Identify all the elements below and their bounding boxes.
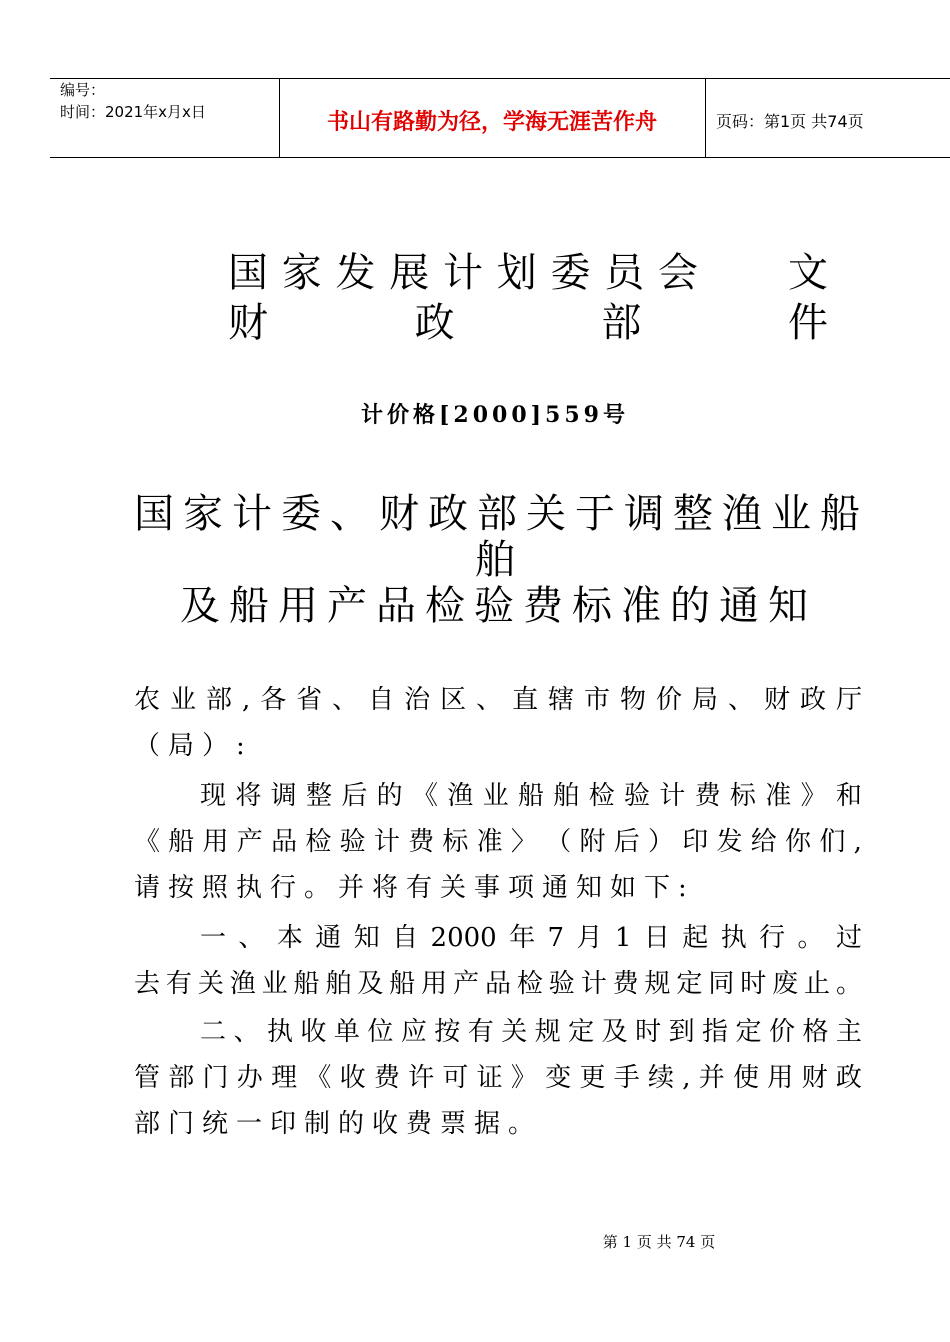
- text-glyph: 办: [236, 1063, 263, 1093]
- text-glyph: 的: [376, 781, 403, 811]
- text-glyph: 后: [341, 781, 368, 811]
- text-glyph: 过: [835, 923, 862, 953]
- text-glyph: 收: [300, 1017, 327, 1047]
- text-glyph: 执: [266, 1017, 293, 1047]
- text-glyph: 自: [392, 923, 419, 953]
- text-glyph: 给: [750, 827, 777, 857]
- text-glyph: 格: [802, 1017, 829, 1047]
- text-glyph: 舶: [325, 969, 352, 999]
- text-glyph: 检: [588, 781, 615, 811]
- text-glyph: 检: [305, 827, 332, 857]
- text-glyph: 7: [547, 923, 565, 953]
- text-glyph: 》: [800, 781, 827, 811]
- text-glyph: 自: [368, 685, 395, 715]
- text-glyph: 行: [759, 923, 786, 953]
- text-glyph: 验: [548, 969, 575, 999]
- text-glyph: 管: [134, 1063, 161, 1093]
- text-glyph: 计: [443, 250, 483, 296]
- text-glyph: 位: [367, 1017, 394, 1047]
- text-glyph: 计: [373, 827, 400, 857]
- text-glyph: 委: [550, 250, 591, 296]
- page-info: 页码：第1页 共74页: [716, 112, 864, 131]
- text-glyph: 政: [414, 300, 455, 346]
- text-glyph: 定: [568, 1017, 595, 1047]
- text-glyph: 你: [785, 827, 812, 857]
- text-glyph: 船: [389, 969, 416, 999]
- text-glyph: 附: [579, 827, 606, 857]
- text-glyph: 价: [656, 685, 683, 715]
- text-glyph: 物: [620, 685, 647, 715]
- text-glyph: 并: [698, 1063, 725, 1093]
- item-2-line-1: [200, 1012, 862, 1052]
- document-number: 计价格[2000]559号: [361, 402, 629, 428]
- item-2-line-3: 部门统一印制的收费票据。: [134, 1109, 543, 1139]
- text-glyph: 更: [579, 1063, 606, 1093]
- text-glyph: 区: [440, 685, 467, 715]
- issuer-doc-char: 文: [788, 250, 828, 296]
- paragraph-1-line-3: 请按照执行。并将有关事项通知如下:: [134, 873, 695, 903]
- text-glyph: 、: [332, 685, 359, 715]
- text-glyph: 件: [787, 300, 828, 346]
- text-glyph: 渔: [447, 781, 474, 811]
- text-glyph: 市: [584, 685, 611, 715]
- text-glyph: 治: [404, 685, 431, 715]
- text-glyph: 部: [205, 685, 232, 715]
- text-glyph: 理: [271, 1063, 298, 1093]
- text-glyph: 印: [682, 827, 709, 857]
- motto: 书山有路勤为径，学海无涯苦作舟: [326, 109, 657, 135]
- text-glyph: 部: [168, 1063, 195, 1093]
- text-glyph: 及: [601, 1017, 628, 1047]
- text-glyph: 本: [276, 923, 303, 953]
- text-glyph: 用: [421, 969, 448, 999]
- text-glyph: 政: [799, 685, 826, 715]
- text-glyph: 、: [727, 685, 754, 715]
- text-glyph: 局: [692, 685, 719, 715]
- text-glyph: 农: [134, 685, 161, 715]
- text-glyph: 价: [768, 1017, 795, 1047]
- text-glyph: 时: [635, 1017, 662, 1047]
- item-1-line-2: [134, 964, 862, 1004]
- text-glyph: 将: [235, 781, 262, 811]
- paragraph-1-line-2: [134, 822, 862, 862]
- text-glyph: 验: [623, 781, 650, 811]
- text-glyph: 用: [202, 827, 229, 857]
- text-glyph: 和: [835, 781, 862, 811]
- text-glyph: 业: [169, 685, 196, 715]
- text-glyph: 续: [647, 1063, 674, 1093]
- salutation-line-2: （局）:: [134, 731, 253, 761]
- text-glyph: 整: [305, 781, 332, 811]
- text-glyph: 计: [580, 969, 607, 999]
- text-glyph: 渔: [229, 969, 256, 999]
- text-glyph: 时: [740, 969, 767, 999]
- title-line-3: 及船用产品检验费标准的通知: [180, 583, 817, 629]
- text-glyph: 产: [453, 969, 480, 999]
- text-glyph: ,: [853, 827, 862, 857]
- text-glyph: 去: [134, 969, 161, 999]
- text-glyph: ）: [647, 827, 674, 857]
- text-glyph: 厅: [835, 685, 862, 715]
- text-glyph: 后: [613, 827, 640, 857]
- title-line-2: 舶: [475, 537, 524, 583]
- text-glyph: 发: [335, 250, 376, 296]
- text-glyph: 止: [804, 969, 831, 999]
- text-glyph: 》: [510, 1063, 537, 1093]
- item-2-line-2: [134, 1058, 862, 1098]
- text-glyph: 、: [476, 685, 503, 715]
- text-glyph: 费: [408, 827, 435, 857]
- text-glyph: 准: [476, 827, 503, 857]
- header-table: [50, 78, 950, 158]
- text-glyph: 废: [772, 969, 799, 999]
- text-glyph: 定: [735, 1017, 762, 1047]
- header-left-cell: [50, 79, 280, 157]
- text-glyph: 2000: [430, 923, 497, 953]
- text-glyph: 知: [353, 923, 380, 953]
- text-glyph: 有: [165, 969, 192, 999]
- text-glyph: 发: [716, 827, 743, 857]
- text-glyph: 〉: [510, 827, 537, 857]
- text-glyph: 员: [604, 250, 645, 296]
- text-glyph: 舶: [553, 781, 580, 811]
- text-glyph: 业: [482, 781, 509, 811]
- text-glyph: 规: [534, 1017, 561, 1047]
- text-glyph: 门: [202, 1063, 229, 1093]
- text-glyph: ,: [241, 685, 251, 715]
- text-glyph: 用: [767, 1063, 794, 1093]
- text-glyph: 国: [228, 250, 268, 296]
- text-glyph: 财: [763, 685, 790, 715]
- text-glyph: 家: [281, 250, 322, 296]
- header-middle-cell: [279, 79, 706, 157]
- text-glyph: 日: [643, 923, 670, 953]
- text-glyph: ,: [682, 1063, 691, 1093]
- text-glyph: 有: [467, 1017, 494, 1047]
- text-glyph: 按: [434, 1017, 461, 1047]
- text-glyph: 及: [357, 969, 384, 999]
- text-glyph: 指: [702, 1017, 729, 1047]
- text-glyph: 船: [168, 827, 195, 857]
- text-glyph: 《: [305, 1063, 332, 1093]
- text-glyph: 许: [408, 1063, 435, 1093]
- text-glyph: 船: [517, 781, 544, 811]
- text-glyph: 1: [614, 923, 632, 953]
- text-glyph: 展: [389, 250, 430, 296]
- text-glyph: 定: [676, 969, 703, 999]
- text-glyph: 年: [509, 923, 536, 953]
- text-glyph: 船: [293, 969, 320, 999]
- text-glyph: 主: [835, 1017, 862, 1047]
- text-glyph: 们: [819, 827, 846, 857]
- text-glyph: 部: [601, 300, 642, 346]
- text-glyph: 手: [613, 1063, 640, 1093]
- text-glyph: 月: [576, 923, 603, 953]
- text-glyph: 通: [315, 923, 342, 953]
- text-glyph: 政: [835, 1063, 862, 1093]
- text-glyph: 、: [238, 923, 265, 953]
- text-glyph: 业: [261, 969, 288, 999]
- text-glyph: 《: [411, 781, 438, 811]
- serial-label: 编号：: [60, 81, 106, 99]
- text-glyph: 现: [200, 781, 227, 811]
- text-glyph: 、: [233, 1017, 260, 1047]
- text-glyph: 二: [200, 1017, 227, 1047]
- text-glyph: 《: [134, 827, 161, 857]
- issuer-line-1: [228, 248, 828, 298]
- text-glyph: 一: [200, 923, 227, 953]
- text-glyph: 使: [733, 1063, 760, 1093]
- text-glyph: 执: [720, 923, 747, 953]
- title-line-1: 国家计委、财政部关于调整渔业船: [134, 491, 869, 537]
- time-label: 时间：2021年x月x日: [60, 103, 206, 121]
- text-glyph: 费: [373, 1063, 400, 1093]
- text-glyph: 标: [442, 827, 469, 857]
- issuer-org-2: [228, 298, 828, 348]
- text-glyph: 同: [708, 969, 735, 999]
- text-glyph: 品: [271, 827, 298, 857]
- text-glyph: 标: [729, 781, 756, 811]
- text-glyph: 规: [644, 969, 671, 999]
- text-glyph: 调: [270, 781, 297, 811]
- issuer-org-1: [228, 248, 698, 298]
- text-glyph: 到: [668, 1017, 695, 1047]
- issuer-line-2: [228, 298, 828, 348]
- text-glyph: 起: [682, 923, 709, 953]
- paragraph-1-line-1: [200, 776, 862, 816]
- text-glyph: 产: [236, 827, 263, 857]
- header-right-cell: [706, 79, 950, 157]
- text-glyph: 。: [835, 969, 862, 999]
- text-glyph: 直: [512, 685, 539, 715]
- text-glyph: 准: [765, 781, 792, 811]
- text-glyph: 计: [659, 781, 686, 811]
- page-footer: 第 1 页 共 74 页: [602, 1233, 716, 1251]
- text-glyph: 财: [228, 300, 268, 346]
- text-glyph: 验: [339, 827, 366, 857]
- text-glyph: 费: [612, 969, 639, 999]
- text-glyph: 会: [658, 250, 698, 296]
- text-glyph: 关: [501, 1017, 528, 1047]
- text-glyph: 应: [400, 1017, 427, 1047]
- text-glyph: 费: [694, 781, 721, 811]
- text-glyph: 可: [442, 1063, 469, 1093]
- text-glyph: 。: [797, 923, 824, 953]
- text-glyph: 财: [801, 1063, 828, 1093]
- text-glyph: 品: [484, 969, 511, 999]
- text-glyph: 省: [296, 685, 323, 715]
- text-glyph: 辖: [548, 685, 575, 715]
- text-glyph: 划: [496, 250, 537, 296]
- text-glyph: （: [545, 827, 572, 857]
- item-1-line-1: [200, 918, 862, 958]
- text-glyph: 关: [197, 969, 224, 999]
- text-glyph: 证: [476, 1063, 503, 1093]
- text-glyph: 检: [516, 969, 543, 999]
- salutation-line-1: [134, 680, 862, 720]
- text-glyph: 单: [333, 1017, 360, 1047]
- text-glyph: 变: [545, 1063, 572, 1093]
- text-glyph: 各: [260, 685, 287, 715]
- text-glyph: 收: [339, 1063, 366, 1093]
